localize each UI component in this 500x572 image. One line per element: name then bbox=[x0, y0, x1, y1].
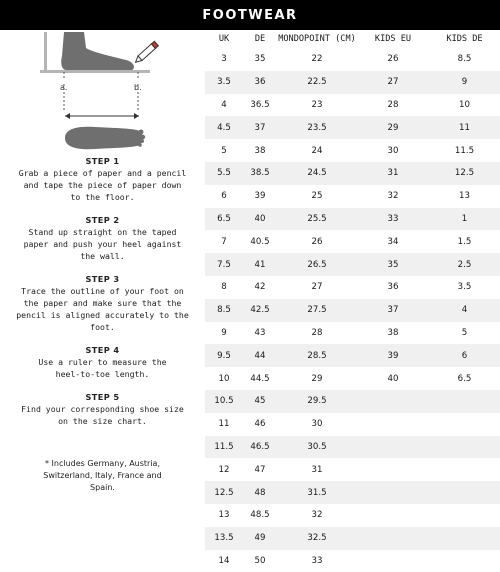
table-cell bbox=[429, 550, 500, 572]
step-2 bbox=[0, 214, 205, 262]
table-cell: 42 bbox=[254, 282, 266, 293]
table-cell bbox=[357, 481, 429, 504]
table-cell: 8.5 bbox=[457, 54, 472, 65]
table-cell: 13 bbox=[218, 510, 230, 521]
table-row bbox=[205, 71, 500, 94]
table-header-row bbox=[205, 30, 500, 48]
table-cell: 38.5 bbox=[243, 162, 277, 185]
table-row bbox=[205, 413, 500, 436]
table-row bbox=[205, 344, 500, 367]
table-cell: 44 bbox=[243, 344, 277, 367]
table-cell: 11.5 bbox=[454, 145, 475, 156]
table-cell: 41 bbox=[243, 253, 277, 276]
table-cell: 11 bbox=[429, 116, 500, 139]
step-5 bbox=[0, 391, 205, 427]
table-cell: 6.5 bbox=[205, 208, 243, 231]
size-chart bbox=[205, 30, 500, 566]
table-cell: 13 bbox=[459, 191, 470, 202]
table-row bbox=[205, 550, 500, 572]
step-4-title: STEP 4 bbox=[85, 345, 120, 355]
table-cell: 9 bbox=[429, 71, 500, 94]
foot-top-view-icon bbox=[45, 110, 165, 160]
table-row bbox=[205, 458, 500, 481]
table-cell: 49 bbox=[243, 527, 277, 550]
table-cell: 47 bbox=[254, 464, 266, 475]
pencil-icon bbox=[134, 41, 159, 64]
table-cell: 10 bbox=[459, 99, 470, 110]
step-5-text: Find your corresponding shoe size on the size chart. bbox=[21, 404, 184, 426]
table-cell: 29 bbox=[311, 373, 323, 384]
table-cell: 32 bbox=[311, 510, 323, 521]
step-4 bbox=[0, 344, 205, 380]
foot-icon bbox=[61, 32, 134, 70]
table-cell: 9.5 bbox=[205, 344, 243, 367]
table-cell bbox=[429, 413, 500, 436]
table-cell: 4 bbox=[221, 99, 227, 110]
table-row bbox=[205, 436, 500, 459]
table-cell: 28.5 bbox=[277, 344, 357, 367]
table-cell: 39 bbox=[254, 191, 266, 202]
table-cell: 14 bbox=[218, 555, 230, 566]
label-a: a. bbox=[60, 83, 68, 92]
table-cell: 1.5 bbox=[457, 236, 472, 247]
table-cell: 38 bbox=[254, 145, 266, 156]
table-cell: 33 bbox=[357, 208, 429, 231]
table-cell: 24 bbox=[311, 145, 323, 156]
table-cell: 36 bbox=[387, 282, 399, 293]
table-cell: 50 bbox=[254, 555, 266, 566]
table-body bbox=[205, 48, 500, 572]
table-cell: 3.5 bbox=[457, 282, 472, 293]
step-3 bbox=[0, 273, 205, 333]
table-cell bbox=[429, 504, 500, 527]
table-cell: 12.5 bbox=[205, 481, 243, 504]
table-cell: 35 bbox=[254, 54, 266, 65]
table-cell: 6 bbox=[429, 344, 500, 367]
step-1-text: Grab a piece of paper and a pencil and tape the piece of paper down to the floor. bbox=[18, 168, 187, 202]
footnote: * Includes Germany, Austria, Switzerland, Italy, France and Spain. bbox=[43, 459, 162, 492]
table-cell: 27 bbox=[311, 282, 323, 293]
table-row bbox=[205, 185, 500, 208]
table-cell bbox=[429, 527, 500, 550]
table-cell: 40 bbox=[387, 373, 399, 384]
table-row bbox=[205, 208, 500, 231]
table-cell: 32 bbox=[387, 191, 399, 202]
table-cell: 27 bbox=[357, 71, 429, 94]
table-cell: 29 bbox=[357, 116, 429, 139]
table-cell: 37 bbox=[243, 116, 277, 139]
table-cell: 23 bbox=[311, 99, 323, 110]
table-cell bbox=[357, 458, 429, 481]
table-cell: 32.5 bbox=[277, 527, 357, 550]
table-cell: 1 bbox=[429, 208, 500, 231]
table-cell: 46 bbox=[254, 419, 266, 430]
table-cell bbox=[357, 413, 429, 436]
table-cell: 3 bbox=[221, 54, 227, 65]
table-row bbox=[205, 48, 500, 71]
table-row bbox=[205, 139, 500, 162]
table-cell: 10.5 bbox=[205, 390, 243, 413]
table-row bbox=[205, 367, 500, 390]
column-header-kids-de: KIDS DE bbox=[446, 34, 483, 44]
table-cell: 43 bbox=[254, 327, 266, 338]
table-cell: 36.5 bbox=[250, 99, 270, 110]
table-cell: 30 bbox=[387, 145, 399, 156]
wall-icon bbox=[44, 32, 47, 72]
table-cell: 10 bbox=[218, 373, 230, 384]
table-cell bbox=[357, 550, 429, 572]
table-cell: 6 bbox=[221, 191, 227, 202]
table-cell: 48 bbox=[243, 481, 277, 504]
table-cell: 23.5 bbox=[277, 116, 357, 139]
step-3-title: STEP 3 bbox=[85, 274, 120, 284]
column-header-de: DE bbox=[254, 34, 266, 44]
table-cell: 8.5 bbox=[205, 299, 243, 322]
table-cell: 2.5 bbox=[429, 253, 500, 276]
table-cell: 33 bbox=[311, 555, 323, 566]
step-2-title: STEP 2 bbox=[85, 215, 120, 225]
table-cell bbox=[429, 481, 500, 504]
table-cell: 40.5 bbox=[250, 236, 270, 247]
step-1-title: STEP 1 bbox=[85, 156, 120, 166]
step-5-title: STEP 5 bbox=[85, 392, 120, 402]
table-cell bbox=[429, 436, 500, 459]
table-cell: 25 bbox=[311, 191, 323, 202]
table-row bbox=[205, 230, 500, 253]
step-3-text: Trace the outline of your foot on the paper and make sure that the pencil is aligned accurately to the foot. bbox=[16, 286, 189, 332]
table-row bbox=[205, 162, 500, 185]
label-b: b. bbox=[134, 83, 142, 92]
table-cell: 31 bbox=[311, 464, 323, 475]
table-cell: 22.5 bbox=[277, 71, 357, 94]
table-cell: 27.5 bbox=[277, 299, 357, 322]
table-cell bbox=[357, 390, 429, 413]
table-cell: 6.5 bbox=[457, 373, 472, 384]
table-cell: 48.5 bbox=[250, 510, 270, 521]
table-row bbox=[205, 116, 500, 139]
table-row bbox=[205, 276, 500, 299]
instructions-panel bbox=[0, 30, 205, 500]
table-cell: 11.5 bbox=[205, 436, 243, 459]
foot-side-view-icon bbox=[40, 32, 170, 112]
table-cell: 35 bbox=[357, 253, 429, 276]
table-cell bbox=[357, 504, 429, 527]
column-header-kids-eu: KIDS EU bbox=[374, 34, 412, 44]
table-row bbox=[205, 527, 500, 550]
page-title: FOOTWEAR bbox=[202, 7, 298, 23]
size-table bbox=[205, 30, 500, 572]
table-cell: 12.5 bbox=[429, 162, 500, 185]
table-cell: 5 bbox=[221, 145, 227, 156]
table-cell bbox=[357, 436, 429, 459]
table-cell: 28 bbox=[387, 99, 399, 110]
table-cell: 39 bbox=[357, 344, 429, 367]
column-header-uk: UK bbox=[218, 34, 230, 44]
floor-line-icon bbox=[40, 70, 150, 73]
table-cell: 8 bbox=[221, 282, 227, 293]
table-cell: 4.5 bbox=[205, 116, 243, 139]
table-cell bbox=[429, 390, 500, 413]
table-row bbox=[205, 390, 500, 413]
header-bar bbox=[0, 0, 500, 30]
table-cell: 31.5 bbox=[277, 481, 357, 504]
table-cell: 46.5 bbox=[243, 436, 277, 459]
table-cell: 45 bbox=[243, 390, 277, 413]
table-cell: 3.5 bbox=[205, 71, 243, 94]
table-cell: 30.5 bbox=[277, 436, 357, 459]
table-cell: 40 bbox=[243, 208, 277, 231]
table-cell: 5.5 bbox=[205, 162, 243, 185]
table-cell: 9 bbox=[221, 327, 227, 338]
table-row bbox=[205, 322, 500, 345]
table-cell bbox=[357, 527, 429, 550]
foot-outline-icon bbox=[65, 127, 143, 149]
table-cell: 37 bbox=[357, 299, 429, 322]
table-row bbox=[205, 94, 500, 117]
table-cell: 31 bbox=[357, 162, 429, 185]
table-cell: 4 bbox=[429, 299, 500, 322]
table-cell: 5 bbox=[461, 327, 468, 338]
table-cell: 34 bbox=[387, 236, 399, 247]
table-cell bbox=[429, 458, 500, 481]
table-cell: 44.5 bbox=[250, 373, 270, 384]
table-cell: 26.5 bbox=[277, 253, 357, 276]
table-cell: 7.5 bbox=[205, 253, 243, 276]
table-row bbox=[205, 481, 500, 504]
table-cell: 24.5 bbox=[277, 162, 357, 185]
step-4-text: Use a ruler to measure the heel-to-toe length. bbox=[38, 357, 167, 379]
table-cell: 25.5 bbox=[277, 208, 357, 231]
step-2-text: Stand up straight on the taped paper and push your heel against the wall. bbox=[23, 227, 182, 261]
table-cell: 26 bbox=[387, 54, 399, 65]
table-cell: 38 bbox=[387, 327, 399, 338]
table-cell: 30 bbox=[311, 419, 323, 430]
table-cell: 11 bbox=[218, 419, 230, 430]
table-cell: 26 bbox=[311, 236, 323, 247]
table-cell: 29.5 bbox=[277, 390, 357, 413]
table-cell: 13.5 bbox=[205, 527, 243, 550]
table-cell: 28 bbox=[311, 327, 323, 338]
column-header-mondopoint: MONDOPOINT (CM) bbox=[278, 34, 356, 44]
table-cell: 7 bbox=[221, 236, 227, 247]
table-cell: 36 bbox=[243, 71, 277, 94]
table-row bbox=[205, 253, 500, 276]
table-row bbox=[205, 299, 500, 322]
table-cell: 42.5 bbox=[243, 299, 277, 322]
step-1 bbox=[0, 155, 205, 203]
table-cell: 12 bbox=[218, 464, 230, 475]
table-row bbox=[205, 504, 500, 527]
table-cell: 22 bbox=[311, 54, 323, 65]
